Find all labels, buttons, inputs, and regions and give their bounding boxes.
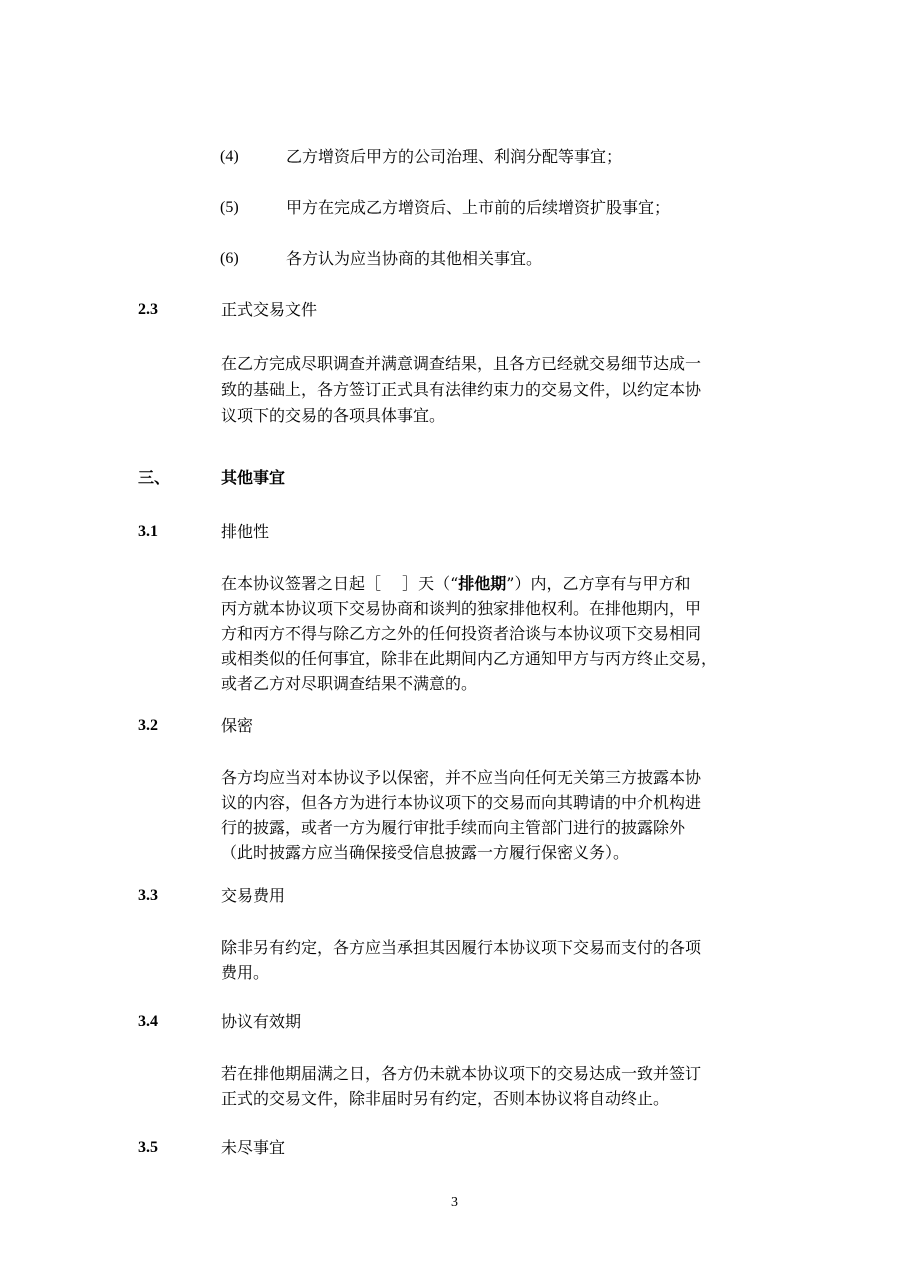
- section-3-5-title: 未尽事宜: [221, 1138, 286, 1157]
- paragraph-line: 费用。: [221, 963, 270, 982]
- section-3-4-body: [221, 1061, 781, 1111]
- item-4-text: 乙方增资后甲方的公司治理、利润分配等事宜；: [286, 147, 623, 166]
- paragraph-line: 若在排他期届满之日，各方仍未就本协议项下的交易达成一致并签订: [221, 1064, 702, 1083]
- section-3-2-body: [221, 765, 781, 865]
- item-4-number: (4): [220, 148, 239, 165]
- paragraph-line: 除非另有约定，各方应当承担其因履行本协议项下交易而支付的各项: [221, 938, 702, 957]
- section-3-2-number: 3.2: [138, 717, 158, 734]
- section-2-3-title: 正式交易文件: [221, 300, 318, 319]
- section-3-1-title: 排他性: [221, 522, 270, 541]
- item-6-number: (6): [220, 250, 239, 267]
- section-3-3-body: [221, 935, 781, 985]
- item-5-number: (5): [220, 199, 239, 216]
- paragraph-line: 议的内容，但各方为进行本协议项下的交易而向其聘请的中介机构进: [221, 793, 702, 812]
- paragraph-line: 正式的交易文件，除非届时另有约定，否则本协议将自动终止。: [221, 1089, 670, 1108]
- paragraph-line: （此时披露方应当确保接受信息披露一方履行保密义务）。: [221, 843, 630, 862]
- paragraph-line: [221, 571, 781, 596]
- chapter-3-title: 其他事宜: [221, 468, 286, 487]
- paragraph-line: 方和丙方不得与除乙方之外的任何投资者洽谈与本协议项下交易相同: [221, 624, 702, 643]
- paragraph-line: 或相类似的任何事宜，除非在此期间内乙方通知甲方与丙方终止交易，: [221, 649, 718, 668]
- section-3-1-body: [221, 571, 781, 696]
- chapter-3-number: 三、: [138, 468, 171, 487]
- paragraph-line: 行的披露，或者一方为履行审批手续而向主管部门进行的披露除外: [221, 818, 686, 837]
- paragraph-line: 丙方就本协议项下交易协商和谈判的独家排他权利。在排他期内，甲: [221, 599, 702, 618]
- section-2-3-body: [221, 351, 781, 429]
- section-3-3-number: 3.3: [138, 887, 158, 904]
- section-3-2-title: 保密: [221, 716, 254, 735]
- defined-term: 排他期: [458, 574, 507, 593]
- item-5-text: 甲方在完成乙方增资后、上市前的后续增资扩股事宜；: [286, 198, 671, 217]
- section-3-4-number: 3.4: [138, 1013, 158, 1030]
- item-6-text: 各方认为应当协商的其他相关事宜。: [286, 249, 543, 268]
- section-3-3-title: 交易费用: [221, 886, 286, 905]
- text-run: ”）内，乙方享有与甲方和: [506, 574, 691, 593]
- page-number: 3: [451, 1195, 458, 1210]
- paragraph-line: 致的基础上，各方签订正式具有法律约束力的交易文件，以约定本协: [221, 380, 702, 399]
- text-run: 在本协议签署之日起［ ］天（“: [221, 574, 459, 593]
- section-3-5-number: 3.5: [138, 1139, 158, 1156]
- paragraph-line: 各方均应当对本协议予以保密，并不应当向任何无关第三方披露本协: [221, 768, 702, 787]
- paragraph-line: 或者乙方对尽职调查结果不满意的。: [221, 674, 478, 693]
- paragraph-line: 议项下的交易的各项具体事宜。: [221, 406, 446, 425]
- section-3-1-number: 3.1: [138, 523, 158, 540]
- paragraph-line: 在乙方完成尽职调查并满意调查结果，且各方已经就交易细节达成一: [221, 354, 702, 373]
- section-3-4-title: 协议有效期: [221, 1012, 302, 1031]
- section-2-3-number: 2.3: [138, 301, 158, 318]
